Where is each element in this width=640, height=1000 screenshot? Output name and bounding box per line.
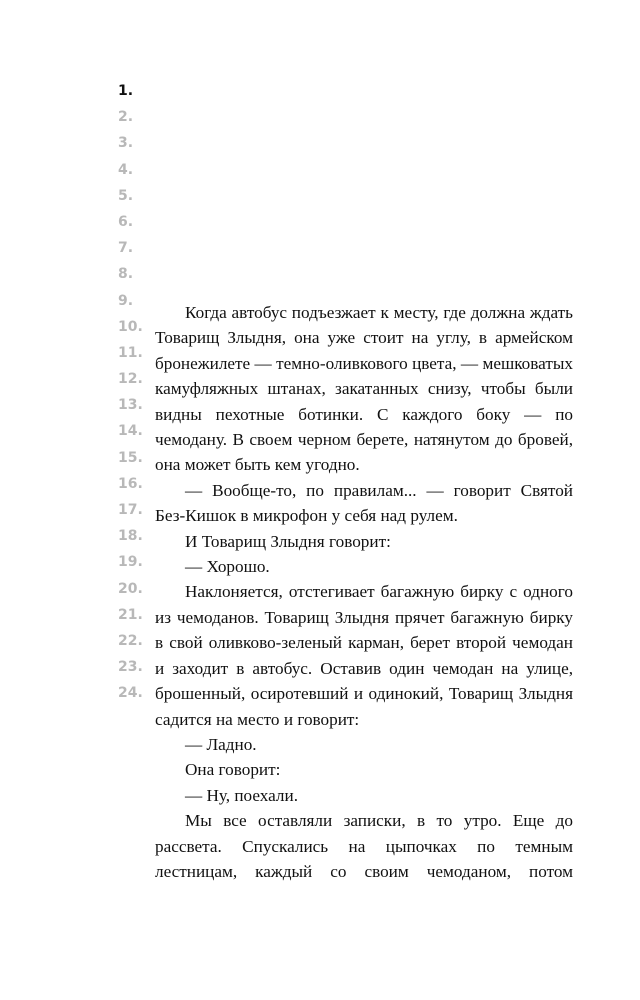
chapter-number[interactable]: 18. (118, 528, 143, 545)
paragraph: Когда автобус подъезжает к месту, где должна ждать Товарищ Злыдня, она уже стоит на углу, в армейском бронежилете — темно-оливкового цвета, — мешковатых камуфляжных штанах, закатанных снизу, чтобы были видны пехотные ботинки. С каждого боку — по чемодану. В своем черном берете, натянутом до бровей, она может быть кем угодно. (155, 303, 573, 475)
chapter-number[interactable]: 3. (118, 135, 134, 152)
chapter-number[interactable]: 21. (118, 606, 143, 623)
paragraph: — Ладно. (185, 734, 257, 754)
chapter-number[interactable]: 9. (118, 292, 134, 309)
paragraph: — Хорошо. (185, 557, 270, 577)
chapter-number[interactable]: 22. (118, 632, 143, 649)
paragraph: И Товарищ Злыдня говорит: (185, 531, 391, 551)
chapter-number[interactable]: 10. (118, 318, 143, 335)
chapter-number-active[interactable]: 1. (118, 83, 134, 99)
chapter-number[interactable]: 5. (118, 187, 134, 204)
chapter-number[interactable]: 19. (118, 554, 143, 571)
chapter-number[interactable]: 17. (118, 502, 143, 518)
paragraph: — Вообще-то, по правилам... — говорит Святой Без-Кишок в микрофон у себя над рулем. (155, 480, 573, 526)
chapter-number[interactable]: 2. (118, 109, 134, 126)
chapter-number[interactable]: 4. (118, 161, 134, 178)
body-text (155, 300, 573, 884)
chapter-number[interactable]: 12. (118, 371, 143, 388)
chapter-number[interactable]: 11. (118, 344, 143, 361)
chapter-number[interactable]: 16. (118, 475, 143, 492)
chapter-number[interactable]: 23. (118, 659, 143, 676)
chapter-number[interactable]: 6. (118, 213, 134, 230)
chapter-number[interactable]: 20. (118, 580, 143, 597)
chapter-number[interactable]: 13. (118, 397, 143, 414)
chapter-number[interactable]: 15. (118, 449, 143, 466)
chapter-number[interactable]: 14. (118, 423, 143, 440)
paragraph: — Ну, поехали. (185, 785, 298, 805)
chapter-number[interactable]: 8. (118, 266, 134, 283)
paragraph-continued: Мы все оставляли записки, в то утро. Еще до рассвета. Спускались на цыпочках по темным лестницам, каждый со своим чемоданом, потом (155, 811, 573, 881)
chapter-number[interactable]: 7. (118, 240, 134, 257)
chapter-number-list (118, 78, 158, 707)
paragraph: Она говорит: (185, 760, 281, 780)
chapter-number[interactable]: 24. (118, 685, 143, 702)
paragraph: Наклоняется, отстегивает багажную бирку с одного из чемоданов. Товарищ Злыдня прячет багажную бирку в свой оливково-зеленый карман, берет второй чемодан и заходит в автобус. Оставив один чемодан на улице, брошенный, осиротевший и одинокий, Товарищ Злыдня садится на место и говорит: (155, 582, 573, 729)
